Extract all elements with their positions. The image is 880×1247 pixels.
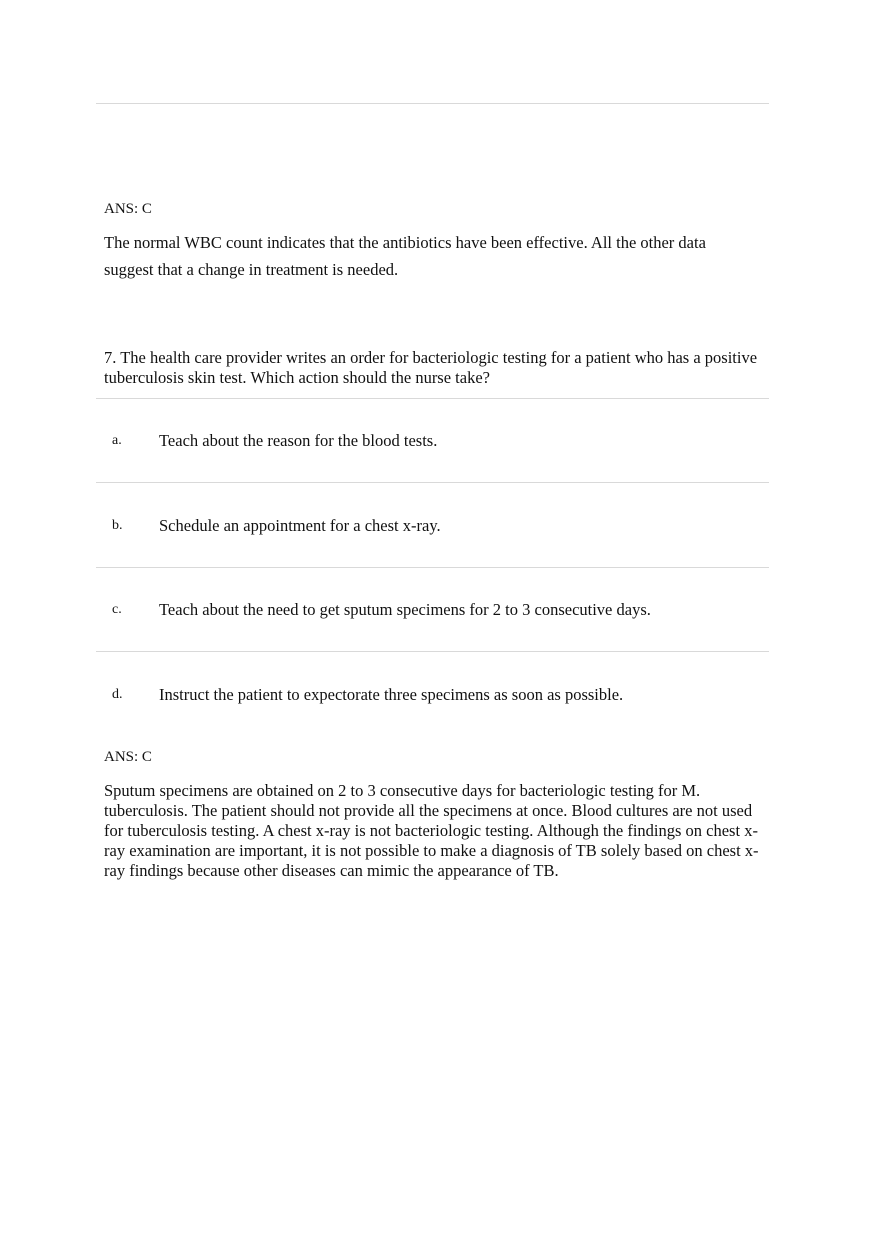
option-text: Teach about the reason for the blood tests. xyxy=(159,431,438,450)
option-letter: b. xyxy=(112,518,123,533)
option-divider xyxy=(96,482,769,483)
option-text: Schedule an appointment for a chest x-ray. xyxy=(159,516,441,535)
option-text: Instruct the patient to expectorate three specimens as soon as possible. xyxy=(159,685,624,704)
option-d[interactable] xyxy=(0,685,880,707)
option-divider xyxy=(96,651,769,652)
option-c[interactable] xyxy=(0,600,880,622)
option-letter: a. xyxy=(112,433,122,448)
question-stem: 7. The health care provider writes an order for bacteriologic testing for a patient who has a positive tuberculosis skin test. Which action should the nurse take? xyxy=(104,348,758,387)
rationale-2: Sputum specimens are obtained on 2 to 3 consecutive days for bacteriologic testing for M. tuberculosis. The patient should not provide all the specimens at once. Blood cultures are not used for tuberculosis testing. A chest x-ray is not bacteriologic testing. Although the findings on chest x-ray examination are important, it is not possible to make a diagnosis of TB solely based on chest x-ray findings because other diseases can mimic the appearance of TB. xyxy=(104,781,759,880)
rationale-1: The normal WBC count indicates that the antibiotics have been effective. All the other data suggest that a change in treatment is needed. xyxy=(104,233,706,279)
answer-label-1: ANS: C xyxy=(104,201,152,217)
option-text: Teach about the need to get sputum specimens for 2 to 3 consecutive days. xyxy=(159,600,651,619)
option-a[interactable] xyxy=(0,431,880,453)
option-letter: d. xyxy=(112,687,123,702)
option-b[interactable] xyxy=(0,516,880,538)
option-letter: c. xyxy=(112,602,122,617)
answer-label-2: ANS: C xyxy=(104,749,152,765)
option-divider-top xyxy=(96,398,769,399)
option-divider xyxy=(96,567,769,568)
top-divider xyxy=(96,103,769,104)
